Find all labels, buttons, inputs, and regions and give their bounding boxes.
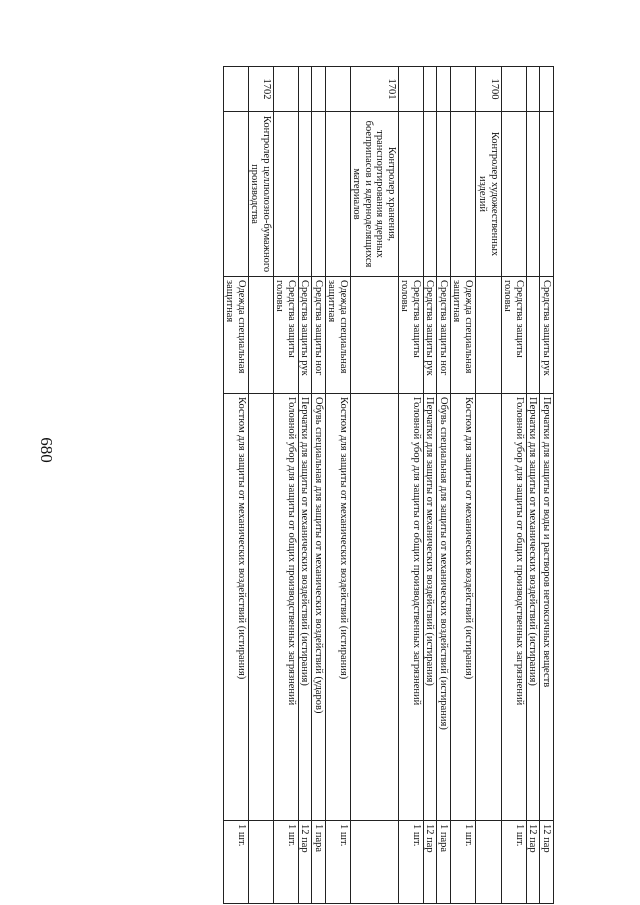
table-row: [527, 67, 541, 904]
cell-profession: Контролер художественных изделий: [476, 112, 502, 277]
cell-quantity: 1 пара: [437, 821, 451, 904]
cell-profession: [326, 112, 351, 277]
cell-code: [424, 67, 438, 112]
cell-quantity: 1 шт.: [399, 821, 424, 904]
cell-ppe-type: Средства защиты головы: [274, 277, 299, 394]
cell-ppe-type: Средства защиты рук: [299, 277, 313, 394]
table-row: [299, 67, 313, 904]
page-number: 680: [37, 437, 56, 463]
cell-code: [437, 67, 451, 112]
cell-profession: [312, 112, 326, 277]
table-row: [451, 67, 476, 904]
cell-code: [274, 67, 299, 112]
cell-ppe-item: Костюм для защиты от механических воздействий (истирания): [451, 394, 476, 821]
cell-profession: [437, 112, 451, 277]
cell-profession: Контролер целлюлозно-бумажного производства: [249, 112, 274, 277]
cell-code: [224, 67, 249, 112]
cell-ppe-type: Средства защиты рук: [424, 277, 438, 394]
cell-ppe-item: Головной убор для защиты от общих производственных загрязнений: [274, 394, 299, 821]
table-row: [312, 67, 326, 904]
cell-code: [540, 67, 554, 112]
cell-ppe-type: Одежда специальная защитная: [326, 277, 351, 394]
table-row: [224, 67, 249, 904]
cell-ppe-type: Средства защиты головы: [399, 277, 424, 394]
cell-ppe-type: Средства защиты ног: [437, 277, 451, 394]
table-row: [351, 67, 399, 904]
cell-code: 1701: [351, 67, 399, 112]
cell-code: [299, 67, 313, 112]
cell-quantity: [249, 821, 274, 904]
cell-ppe-item: Костюм для защиты от механических воздействий (истирания): [224, 394, 249, 821]
cell-code: [399, 67, 424, 112]
cell-ppe-item: Перчатки для защиты от механических воздействий (истирания): [424, 394, 438, 821]
cell-code: [312, 67, 326, 112]
cell-ppe-item: Обувь специальная для защиты от механических воздействий (ударов): [312, 394, 326, 821]
cell-profession: [424, 112, 438, 277]
cell-profession: [527, 112, 541, 277]
cell-ppe-item: Головной убор для защиты от общих производственных загрязнений: [502, 394, 527, 821]
cell-quantity: 12 пар: [527, 821, 541, 904]
ppe-norms-table: [223, 66, 554, 904]
table-row: [540, 67, 554, 904]
cell-quantity: 12 пар: [299, 821, 313, 904]
cell-ppe-item: Перчатки для защиты от воды и растворов нетоксичных веществ: [540, 394, 554, 821]
cell-profession: [502, 112, 527, 277]
cell-code: [527, 67, 541, 112]
cell-ppe-type: [351, 277, 399, 394]
cell-quantity: 12 пар: [424, 821, 438, 904]
cell-ppe-type: Одежда специальная защитная: [451, 277, 476, 394]
cell-ppe-item: Обувь специальная для защиты от механических воздействий (истирания): [437, 394, 451, 821]
cell-ppe-item: [249, 394, 274, 821]
cell-quantity: [476, 821, 502, 904]
cell-profession: [224, 112, 249, 277]
cell-code: [326, 67, 351, 112]
ppe-norms-table-container: [96, 66, 554, 868]
cell-ppe-type: Одежда специальная защитная: [224, 277, 249, 394]
cell-quantity: 1 шт.: [326, 821, 351, 904]
cell-quantity: 1 пара: [312, 821, 326, 904]
cell-ppe-type: [249, 277, 274, 394]
cell-ppe-item: Перчатки для защиты от механических воздействий (истирания): [527, 394, 541, 821]
cell-quantity: 1 шт.: [224, 821, 249, 904]
cell-ppe-type: Средства защиты головы: [502, 277, 527, 394]
table-row: [476, 67, 502, 904]
table-row: [326, 67, 351, 904]
cell-ppe-type: Средства защиты рук: [540, 277, 554, 394]
cell-ppe-item: Головной убор для защиты от общих производственных загрязнений: [399, 394, 424, 821]
cell-ppe-type: [476, 277, 502, 394]
cell-profession: [399, 112, 424, 277]
cell-code: 1700: [476, 67, 502, 112]
cell-ppe-item: Перчатки для защиты от механических воздействий (истирания): [299, 394, 313, 821]
cell-profession: [299, 112, 313, 277]
cell-quantity: 12 пар: [540, 821, 554, 904]
cell-quantity: [351, 821, 399, 904]
cell-quantity: 1 шт.: [451, 821, 476, 904]
cell-profession: Контролер хранения, транспортирования ядерных боеприпасов и ядерноделящихся материалов: [351, 112, 399, 277]
cell-ppe-item: [476, 394, 502, 821]
cell-quantity: 1 шт.: [274, 821, 299, 904]
cell-profession: [540, 112, 554, 277]
table-row: [424, 67, 438, 904]
cell-ppe-type: Средства защиты ног: [312, 277, 326, 394]
cell-profession: [274, 112, 299, 277]
table-row: [502, 67, 527, 904]
table-row: [437, 67, 451, 904]
table-body: [224, 67, 554, 904]
table-row: [274, 67, 299, 904]
table-row: [399, 67, 424, 904]
cell-ppe-type: [527, 277, 541, 394]
cell-ppe-item: [351, 394, 399, 821]
cell-quantity: 1 шт.: [502, 821, 527, 904]
cell-profession: [451, 112, 476, 277]
cell-ppe-item: Костюм для защиты от механических воздействий (истирания): [326, 394, 351, 821]
cell-code: [502, 67, 527, 112]
table-row: [249, 67, 274, 904]
cell-code: 1702: [249, 67, 274, 112]
cell-code: [451, 67, 476, 112]
